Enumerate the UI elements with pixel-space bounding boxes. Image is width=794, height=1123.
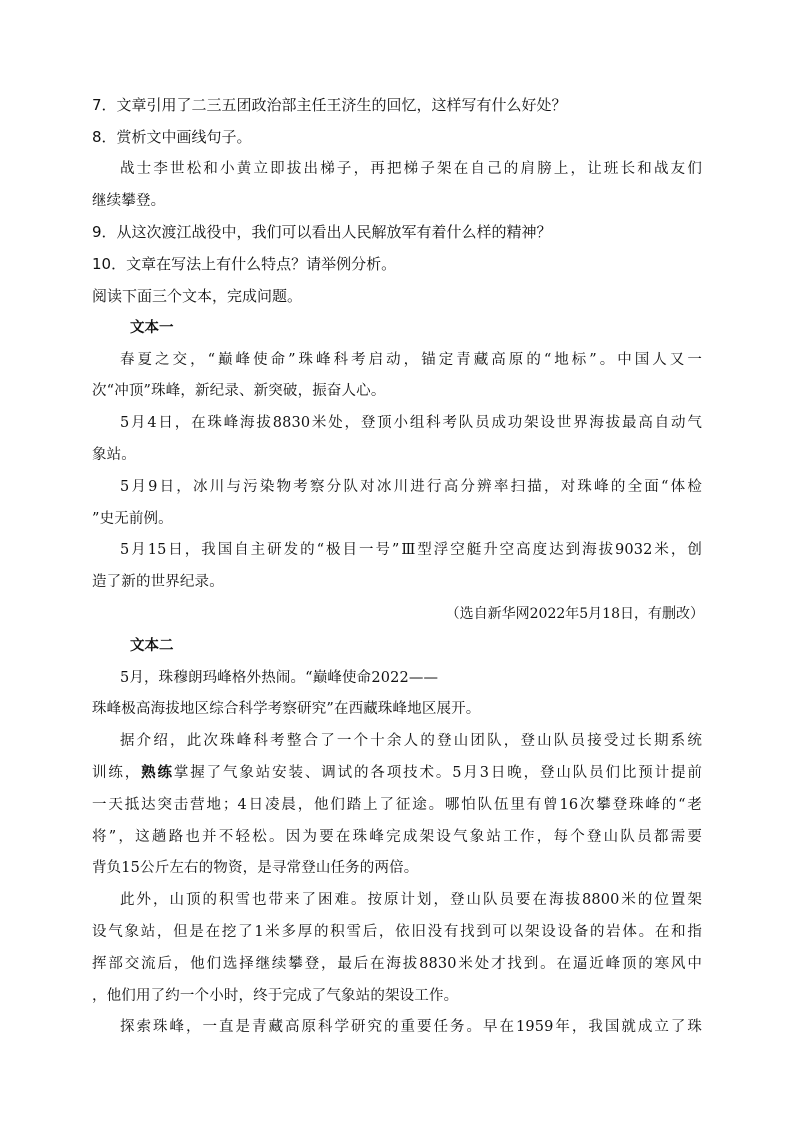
bold-word: 熟练: [141, 764, 174, 781]
text2-p3-line-2: 设气象站，但是在挖了1米多厚的积雪后，依旧没有找到可以架设设备的岩体。在和指: [92, 924, 702, 940]
text1-p3-line-1: 5月9日，冰川与污染物考察分队对冰川进行高分辨率扫描，对珠峰的全面“体检: [120, 479, 702, 495]
question-8-quote-line-1: 战士李世松和小黄立即拔出梯子，再把梯子架在自己的肩膀上，让班长和战友们: [120, 161, 702, 177]
text1-p4-line-1: 5月15日，我国自主研发的“极目一号”Ⅲ型浮空艇升空高度达到海拔9032米，创: [120, 542, 702, 558]
text2-p3-line-4: ，他们用了约一个小时，终于完成了气象站的架设工作。: [92, 988, 459, 1004]
text1-p2-line-1: 5月4日，在珠峰海拔8830米处，登顶小组科考队员成功架设世界海拔最高自动气: [120, 415, 702, 431]
question-8-quote-line-2: 继续攀登。: [92, 193, 166, 209]
text1-source: （选自新华网2022年5月18日，有删改）: [445, 606, 704, 622]
question-10: 10．文章在写法上有什么特点？请举例分析。: [92, 255, 397, 273]
text1-p4-line-2: 造了新的世界纪录。: [92, 574, 224, 590]
text1-p2-line-2: 象站。: [92, 447, 136, 463]
text2-p2-line-2-rest: 掌握了气象站安装、调试的各项技术。5月3日晚，登山队员们比预计提前: [173, 765, 702, 781]
question-7: 7．文章引用了二三五团政治部主任王济生的回忆，这样写有什么好处？: [92, 96, 567, 114]
text2-p1-line-1: 5月，珠穆朗玛峰格外热闹。“巅峰使命2022——: [120, 670, 439, 686]
question-9: 9．从这次渡江战役中，我们可以看出人民解放军有着什么样的精神？: [92, 223, 552, 241]
text1-p1-line-1: 春夏之交，“巅峰使命”珠峰科考启动，锚定青藏高原的“地标”。中国人又一: [120, 352, 702, 368]
text2-p2-line-4: 将”，这趟路也并不轻松。因为要在珠峰完成架设气象站工作，每个登山队员都需要: [92, 829, 702, 845]
question-8: 8．赏析文中画线句子。: [92, 128, 252, 146]
text2-heading: 文本二: [130, 637, 174, 654]
text2-p2-line-3: 一天抵达突击营地；4日凌晨，他们踏上了征途。哪怕队伍里有曾16次攀登珠峰的“老: [92, 797, 702, 813]
text2-p2-line-2-start: 训练，: [92, 765, 142, 781]
text1-heading: 文本一: [130, 319, 174, 336]
text1-p3-line-2: ”史无前例。: [92, 511, 173, 527]
text2-p1-line-2: 珠峰极高海拔地区综合科学考察研究”在西藏珠峰地区展开。: [92, 701, 481, 717]
text2-p3-line-1: 此外，山顶的积雪也带来了困难。按原计划，登山队员要在海拔8800米的位置架: [120, 892, 702, 908]
text1-p1-line-2: 次“冲顶”珠峰，新纪录、新突破，振奋人心。: [92, 383, 386, 399]
reading-instruction: 阅读下面三个文本，完成问题。: [92, 287, 303, 305]
text2-p3-line-3: 挥部交流后，他们选择继续攀登，最后在海拔8830米处才找到。在逼近峰顶的寒风中: [92, 956, 702, 972]
text2-p4-line-1: 探索珠峰，一直是青藏高原科学研究的重要任务。早在1959年，我国就成立了珠: [120, 1019, 702, 1035]
text2-p2-line-1: 据介绍，此次珠峰科考整合了一个十余人的登山团队，登山队员接受过长期系统: [120, 733, 702, 749]
text2-p2-line-2: [92, 763, 702, 783]
text2-p2-line-5: 背负15公斤左右的物资，是寻常登山任务的两倍。: [92, 860, 419, 876]
